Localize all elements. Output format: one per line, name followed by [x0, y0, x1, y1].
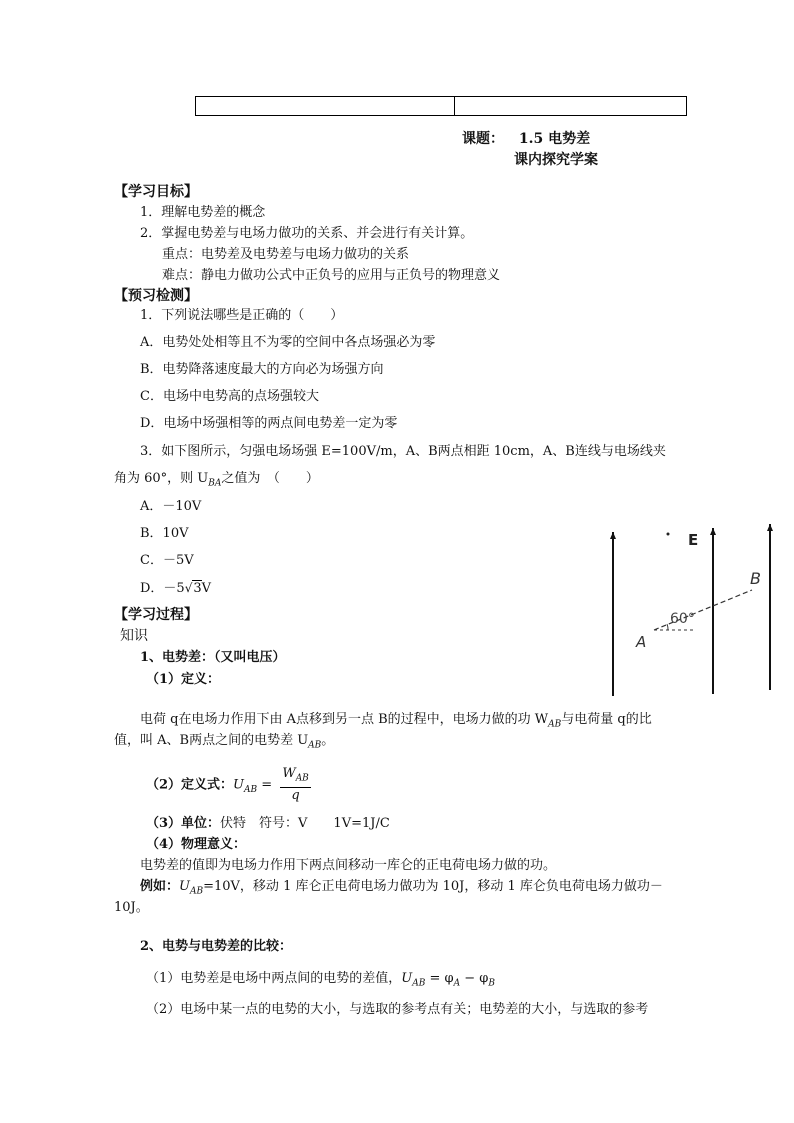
question-3-option-a: A．－10V: [140, 499, 202, 514]
section-2-item-2: （2）电场中某一点的电势的大小，与选取的参考点有关；电势差的大小，与选取的参考: [146, 1002, 649, 1017]
lesson-title-label: 课题：: [462, 131, 504, 147]
header-cell-right: [455, 97, 686, 115]
segment-ab: [654, 590, 752, 630]
example-line-2: 10J。: [114, 900, 149, 915]
definition-label: （1）定义：: [146, 672, 221, 687]
arrow-icon: [710, 528, 716, 535]
angle-arc: [667, 624, 668, 630]
preview-heading: 【预习检测】: [114, 288, 198, 304]
lesson-title-value: 1.5 电势差: [518, 131, 591, 147]
question-1-option-c: C．电场中电势高的点场强较大: [140, 389, 319, 404]
definition-line-1: 电荷 q在电场力作用下由 A点移到另一点 B的过程中，电场力做的功 $W_{AB}$与电荷量 q的比: [140, 712, 652, 730]
unit-line: （3）单位：伏特 符号：V 1V=1J/C: [146, 816, 390, 831]
header-cell-left: [196, 97, 455, 115]
question-3-line-1: 3．如下图所示，匀强电场场强 E=100V/m，A、B两点相距 10cm，A、B连线与电场线夹: [140, 444, 666, 459]
question-1: 1．下列说法哪些是正确的（ ）: [140, 308, 344, 323]
section-1-title: 1、电势差：（又叫电压）: [140, 650, 286, 665]
example-line-1: 例如：$U_{AB}=10V$，移动 1 库仑正电荷电场力做功为 10J，移动 1 库仑负电荷电场力做功－: [140, 879, 663, 897]
question-1-option-a: A．电势处处相等且不为零的空间中各点场强必为零: [140, 335, 436, 350]
header-table: [195, 96, 687, 116]
meaning-label: （4）物理意义：: [146, 837, 247, 852]
point-b-label: B: [750, 569, 761, 588]
definition-line-2: 值，叫 A、B两点之间的电势差 $U_{AB}$。: [114, 733, 335, 751]
goal-item-2: 2．掌握电势差与电场力做功的关系、并会进行有关计算。: [140, 226, 474, 241]
question-3-option-c: C．－5V: [140, 553, 194, 568]
formula-fraction: $\frac{W_{AB}}{q}$: [282, 766, 309, 803]
lesson-title: [462, 130, 590, 148]
question-3-line-2: 角为 60°，则 $U_{BA}$之值为 （ ）: [114, 471, 319, 489]
goal-key-point: 重点：电势差及电势差与电场力做功的关系: [162, 247, 410, 262]
question-3-option-d: D．－5√3V: [140, 581, 212, 596]
point-a-label: A: [636, 633, 647, 651]
question-1-option-d: D．电场中场强相等的两点间电势差一定为零: [140, 416, 398, 431]
section-2-title: 2、电势与电势差的比较：: [140, 939, 293, 954]
section-2-item-1: （1）电势差是电场中两点间的电势的差值，$U_{AB} = \varphi_A - \varphi_B$: [146, 971, 496, 989]
knowledge-label: 知识: [120, 628, 148, 644]
goals-heading: 【学习目标】: [114, 184, 198, 200]
arrow-icon: [610, 532, 616, 539]
goal-difficulty: 难点：静电力做功公式中正负号的应用与正负号的物理意义: [162, 268, 501, 283]
electric-field-figure: [596, 520, 786, 705]
question-1-option-b: B．电势降落速度最大的方向必为场强方向: [140, 362, 384, 377]
meaning-text: 电势差的值即为电场力作用下两点间移动一库仑的正电荷电场力做的功。: [140, 858, 557, 873]
process-heading: 【学习过程】: [114, 607, 198, 623]
field-e-label: E: [688, 531, 699, 549]
lesson-subtitle: 课内探究学案: [514, 152, 598, 168]
question-3-option-b: B．10V: [140, 526, 189, 541]
arrow-icon: [767, 524, 773, 531]
angle-label: 60°: [670, 611, 695, 627]
dot-mark: [667, 533, 670, 536]
goal-item-1: 1．理解电势差的概念: [140, 205, 266, 220]
definition-formula: （2）定义式：$U_{AB}$ = $\frac{W_{AB}}{q}$: [146, 766, 309, 803]
